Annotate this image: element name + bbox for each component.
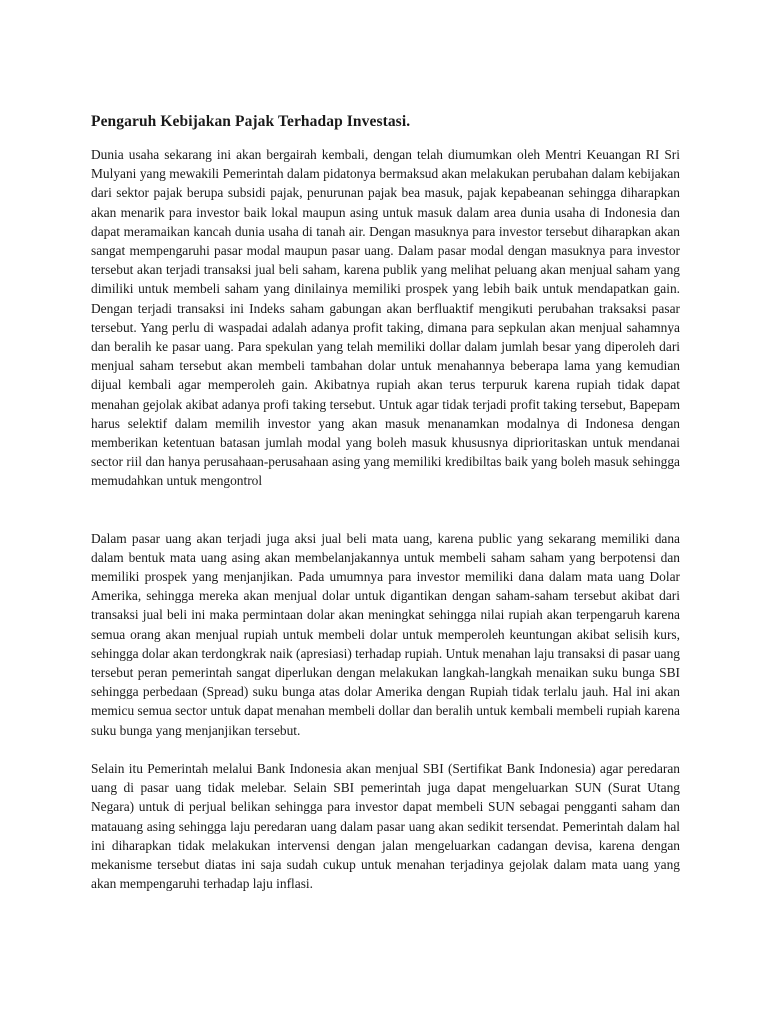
paragraph-bank-indonesia: Selain itu Pemerintah melalui Bank Indonesia akan menjual SBI (Sertifikat Bank Indonesia) agar peredaran uang di pasar uang tidak melebar. Selain SBI pemerintah juga dapat mengeluarkan SUN (Surat Utang Negara) untuk di perjual belikan sehingga para investor dapat membeli SUN sebagai pengganti saham dan matauang asing sehingga laju peredaran uang dalam pasar uang akan sedikit tersendat. Pemerintah dalam hal ini diharapkan tidak melakukan intervensi dengan jalan mengeluarkan cadangan devisa, karena dengan mekanisme tersebut diatas ini saja sudah cukup untuk menahan terjadinya gejolak dalam mata uang yang akan mempengaruhi terhadap laju inflasi. — [91, 760, 680, 892]
document-title: Pengaruh Kebijakan Pajak Terhadap Investasi. — [91, 113, 411, 130]
paragraph-money-market: Dalam pasar uang akan terjadi juga aksi jual beli mata uang, karena public yang sekarang memiliki dana dalam bentuk mata uang asing akan membelanjakannya untuk membeli saham saham yang berpotensi dan memiliki prospek yang menjanjikan. Pada umumnya para investor memiliki dana dalam mata uang Dolar Amerika, sehingga mereka akan menjual dolar untuk digantikan dengan saham-saham tersebut akibat dari transaksi jual beli ini maka permintaan dolar akan meningkat sehingga nilai rupiah akan terpengaruh karena semua orang akan menjual rupiah untuk membeli dolar untuk memperoleh keuntungan akibat selisih kurs, sehingga dolar akan terdongkrak naik (apresiasi) terhadap rupiah. Untuk menahan laju transaksi di pasar uang tersebut peran pemerintah sangat diperlukan dengan melakukan langkah-langkah menaikan suku bunga SBI sehingga perbedaan (Spread) suku bunga atas dolar Amerika dengan Rupiah tidak terlalu jauh. Hal ini akan memicu semua sector untuk dapat menahan membeli dollar dan beralih untuk kembali membeli rupiah karena suku bunga yang menjanjikan tersebut. — [91, 530, 680, 738]
paragraph-capital-market: Dunia usaha sekarang ini akan bergairah kembali, dengan telah diumumkan oleh Mentri Keuangan RI Sri Mulyani yang mewakili Pemerintah dalam pidatonya bermaksud akan melakukan perubahan dalam kebijakan dari sektor pajak berupa subsidi pajak, penurunan pajak bea masuk, pajak kepabeanan sehingga diharapkan akan menarik para investor baik lokal maupun asing untuk masuk dalam area dunia usaha di Indonesia dan dapat meramaikan kancah dunia usaha di tanah air. Dengan masuknya para investor tersebut diharapkan akan sangat mempengaruhi pasar modal maupun pasar uang. Dalam pasar modal dengan masuknya para investor tersebut akan terjadi transaksi jual beli saham, karena publik yang melihat peluang akan menjual saham yang dimiliki untuk membeli saham yang dinilainya memiliki prospek yang lebih baik untuk mendapatkan gain. Dengan terjadi transaksi ini Indeks saham gabungan akan berfluaktif mengikuti perubahan traksaksi pasar tersebut. Yang perlu di waspadai adalah adanya profit taking, dimana para sepkulan akan menjual sahamnya dan beralih ke pasar uang. Para spekulan yang telah memiliki dollar dalam jumlah besar yang diperoleh dari menjual saham tersebut akan membeli tambahan dolar untuk menahannya beberapa lama yang kemudian dijual kembali agar memperoleh gain. Akibatnya rupiah akan terus terpuruk karena rupiah tidak dapat menahan gejolak akibat adanya profi taking tersebut. Untuk agar tidak terjadi profit taking tersebut, Bapepam harus selektif dalam memilih investor yang akan masuk menanamkan modalnya di Indonesa dengan memberikan ketentuan batasan jumlah modal yang boleh masuk khususnya diprioritaskan untuk mendanai sector riil dan hanya perusahaan-perusahaan asing yang memiliki kredibiltas baik yang boleh masuk sehingga memudahkan untuk mengontrol — [91, 147, 680, 489]
